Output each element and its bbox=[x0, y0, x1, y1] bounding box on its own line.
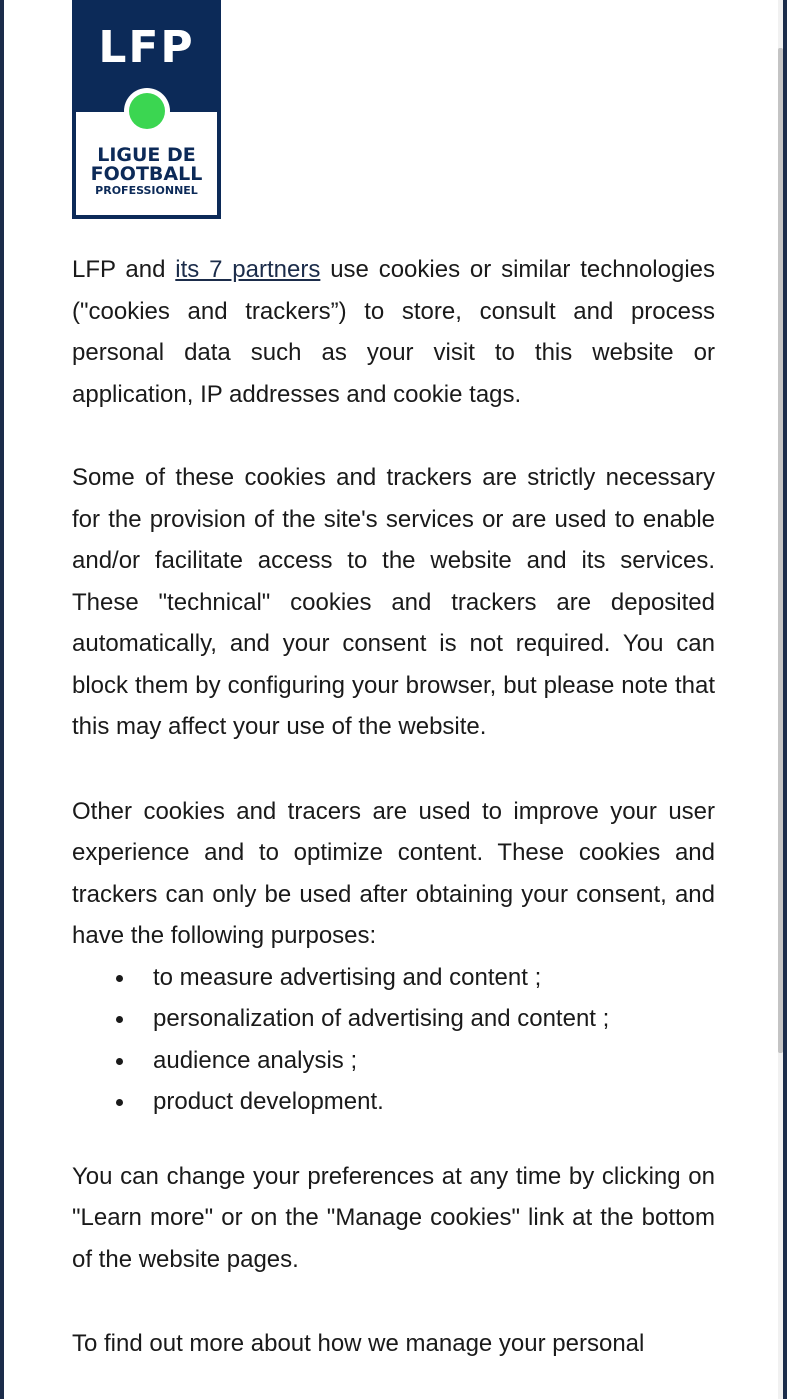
scrollbar-thumb[interactable] bbox=[778, 48, 783, 1053]
list-item: personalization of advertising and content ; bbox=[153, 998, 715, 1040]
intro-lead: LFP and bbox=[72, 256, 176, 283]
list-item: product development. bbox=[153, 1081, 715, 1123]
list-item: audience analysis ; bbox=[153, 1040, 715, 1082]
technical-cookies-paragraph: Some of these cookies and trackers are strictly necessary for the provision of the site's services or are used to enable and/or facilitate access to the website and its services. These "technical" cookies and trackers are deposited automatically, and your consent is not required. You can block them by configuring your browser, but please note that this may affect your use of the website. bbox=[72, 464, 715, 740]
more-info-paragraph: To find out more about how we manage your personal bbox=[72, 1330, 645, 1357]
list-item: to measure advertising and content ; bbox=[153, 957, 715, 999]
logo-line-football: FOOTBALL bbox=[90, 163, 203, 185]
intro-paragraph bbox=[72, 249, 715, 415]
logo-line-professionnel: PROFESSIONNEL bbox=[95, 184, 198, 197]
lfp-logo bbox=[72, 0, 221, 219]
logo-acronym: LFP bbox=[98, 22, 195, 73]
purposes-list bbox=[72, 957, 715, 1123]
consent-cookies-paragraph: Other cookies and tracers are used to improve your user experience and to optimize content. These cookies and trackers can only be used after obtaining your consent, and have the following purposes: bbox=[72, 797, 715, 949]
preferences-paragraph: You can change your preferences at any time by clicking on "Learn more" or on the "Manage cookies" link at the bottom of the website pages. bbox=[72, 1162, 715, 1273]
partners-link[interactable]: its 7 partners bbox=[175, 256, 321, 283]
logo-line-ligue: LIGUE DE bbox=[97, 144, 196, 166]
intro-rest: use cookies or similar technologies ("cookies and trackers”) to store, consult and process personal data such as your visit to this website or application, IP addresses and cookie tags. bbox=[72, 256, 716, 408]
cookie-notice-text bbox=[72, 249, 715, 1365]
ball-icon bbox=[129, 93, 165, 129]
